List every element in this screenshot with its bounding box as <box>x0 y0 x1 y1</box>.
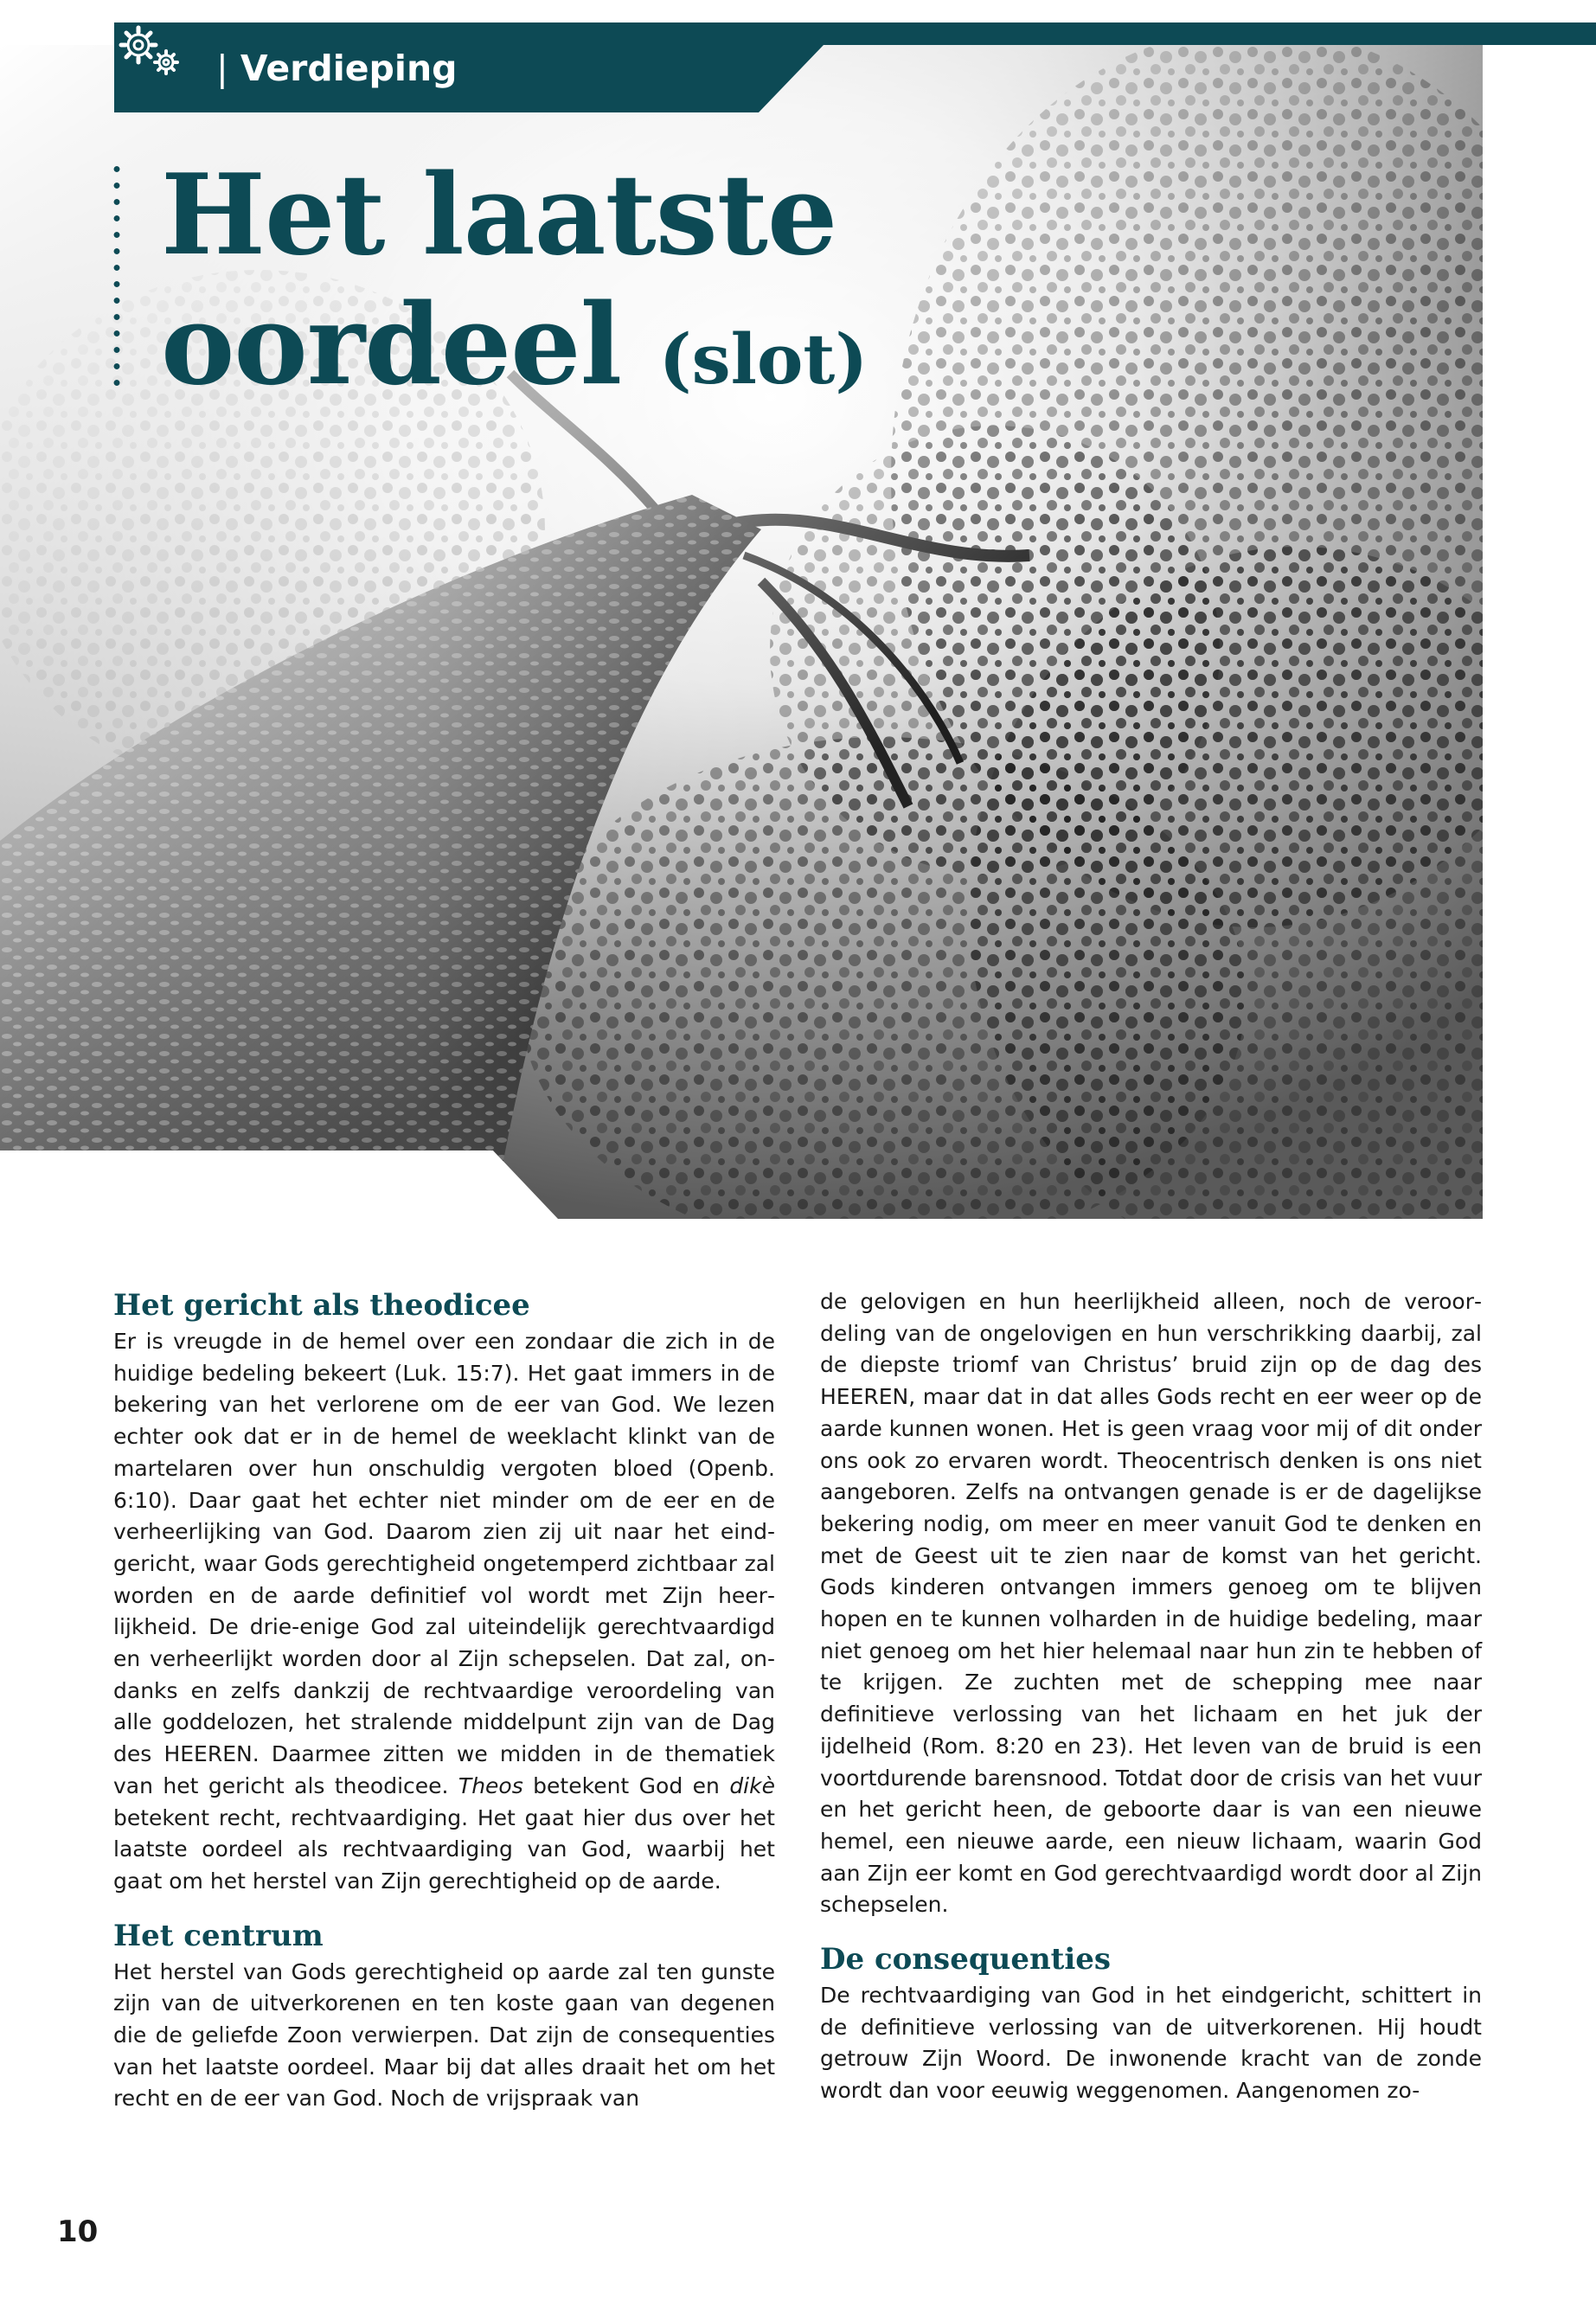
heading-de-consequenties: De consequenties <box>820 1942 1112 1977</box>
section-header-band <box>114 22 1596 112</box>
section-separator: | <box>216 48 228 89</box>
page-number: 10 <box>57 2214 99 2249</box>
title-suffix: (slot) <box>658 318 869 400</box>
gears-icon <box>114 22 185 80</box>
left-column <box>113 1286 775 2115</box>
right-column <box>820 1286 1482 2107</box>
title-word-oordeel: oordeel <box>161 280 622 410</box>
heading-het-centrum: Het centrum <box>113 1918 324 1953</box>
article-title <box>161 151 939 424</box>
title-line-2 <box>161 280 939 424</box>
paragraph-theodicee <box>113 1326 775 1898</box>
paragraph-centrum-1: Het herstel van Gods gerechtigheid op aarde zal ten gunste zijn van de uitverkorenen en ten koste gaan van degenen die de geliefde Zoon verwierpen. Dat zijn de consequenties van het laatste oordeel. Maar bij dat alles draait het om het recht en de eer van God. Noch de vrijspraak van <box>113 1958 775 2112</box>
title-dotted-rule <box>113 161 120 396</box>
paragraph-theodicee-part-a: Er is vreugde in de hemel over een zondaar die zich in de huidige bedeling bekeert (Luk. 15:7). Het gaat immers in de bekering van het verlorene om de eer van God. We lezen echter ook dat er in de hemel de weeklacht klinkt van de martelaren over hun onschuldig vergoten bloed (Openb. 6:10). Daar gaat het echter niet minder om de eer en de verheerlijking van God. Daarom zien zij uit naar het eindgericht, waar Gods gerechtigheid ongetemperd zichtbaar zal worden en de aarde definitief vol wordt met Zijn heerlijkheid. De drie-enige God zal uiteindelijk gerechtvaardigd en verheerlijkt worden door al Zijn schepselen. Dat zal, ondanks en zelfs dankzij de rechtvaardige veroordeling van alle goddelozen, het stralende middelpunt zijn van de Dag des HEEREN. Daarmee zitten we midden in de thematiek van het gericht als theodicee. <box>113 1329 775 1798</box>
paragraph-consequenties: De rechtvaardiging van God in het eindgericht, schittert in de definitieve verlossing van de uitverkorenen. Hij houdt getrouw Zijn Woord. De inwonende kracht van de zonde wordt dan voor eeuwig weggenomen. Aangenomen zo- <box>820 1983 1482 2104</box>
section-label-text: Verdieping <box>240 48 458 89</box>
section-label <box>216 43 458 93</box>
paragraph-theodicee-part-c: betekent recht, rechtvaardiging. Het gaat hier dus over het laatste oordeel als rechtvaardiging van God, waarbij het gaat om het herstel van Zijn gerechtigheid op de aarde. <box>113 1804 775 1894</box>
term-dike: dikè <box>729 1772 775 1798</box>
paragraph-centrum-2: de gelovigen en hun heerlijkheid alleen, noch de veroordeling van de ongelovigen en hun verschrikking daarbij, zal de diepste triomf van Christus’ bruid zijn op de dag des HEEREN, maar dat in dat alles Gods recht en eer weer op de aarde kunnen wonen. Het is geen vraag voor mij of dit onder ons ook zo ervaren wordt. Theocentrisch denken is ons niet aangeboren. Zelfs na ontvangen genade is er de dagelijkse bekering nodig, om meer en meer vanuit God te denken en met de Geest uit te zien naar de komst van het gericht. Gods kinderen ontvangen immers genoeg om te blijven hopen en te kunnen volharden in de huidige bedeling, maar niet genoeg om het hier helemaal naar hun zin te hebben of te krijgen. Ze zuchten met de schepping mee naar definitieve verlossing van het lichaam en het juk der ijdelheid (Rom. 8:20 en 23). Het leven van de bruid is een voortdurende barensnood. Totdat door de crisis van het vuur en het gericht heen, de geboorte daar is van een nieuwe hemel, een nieuwe aarde, een nieuw lichaam, waarin God aan Zijn eer komt en God gerechtvaardigd wordt door al Zijn schepselen. <box>820 1289 1482 1918</box>
heading-gericht-als-theodicee: Het gericht als theodicee <box>113 1288 530 1323</box>
title-line-1: Het laatste <box>161 151 837 280</box>
paragraph-theodicee-part-b: betekent God en <box>522 1772 730 1798</box>
term-theos: Theos <box>458 1772 523 1798</box>
